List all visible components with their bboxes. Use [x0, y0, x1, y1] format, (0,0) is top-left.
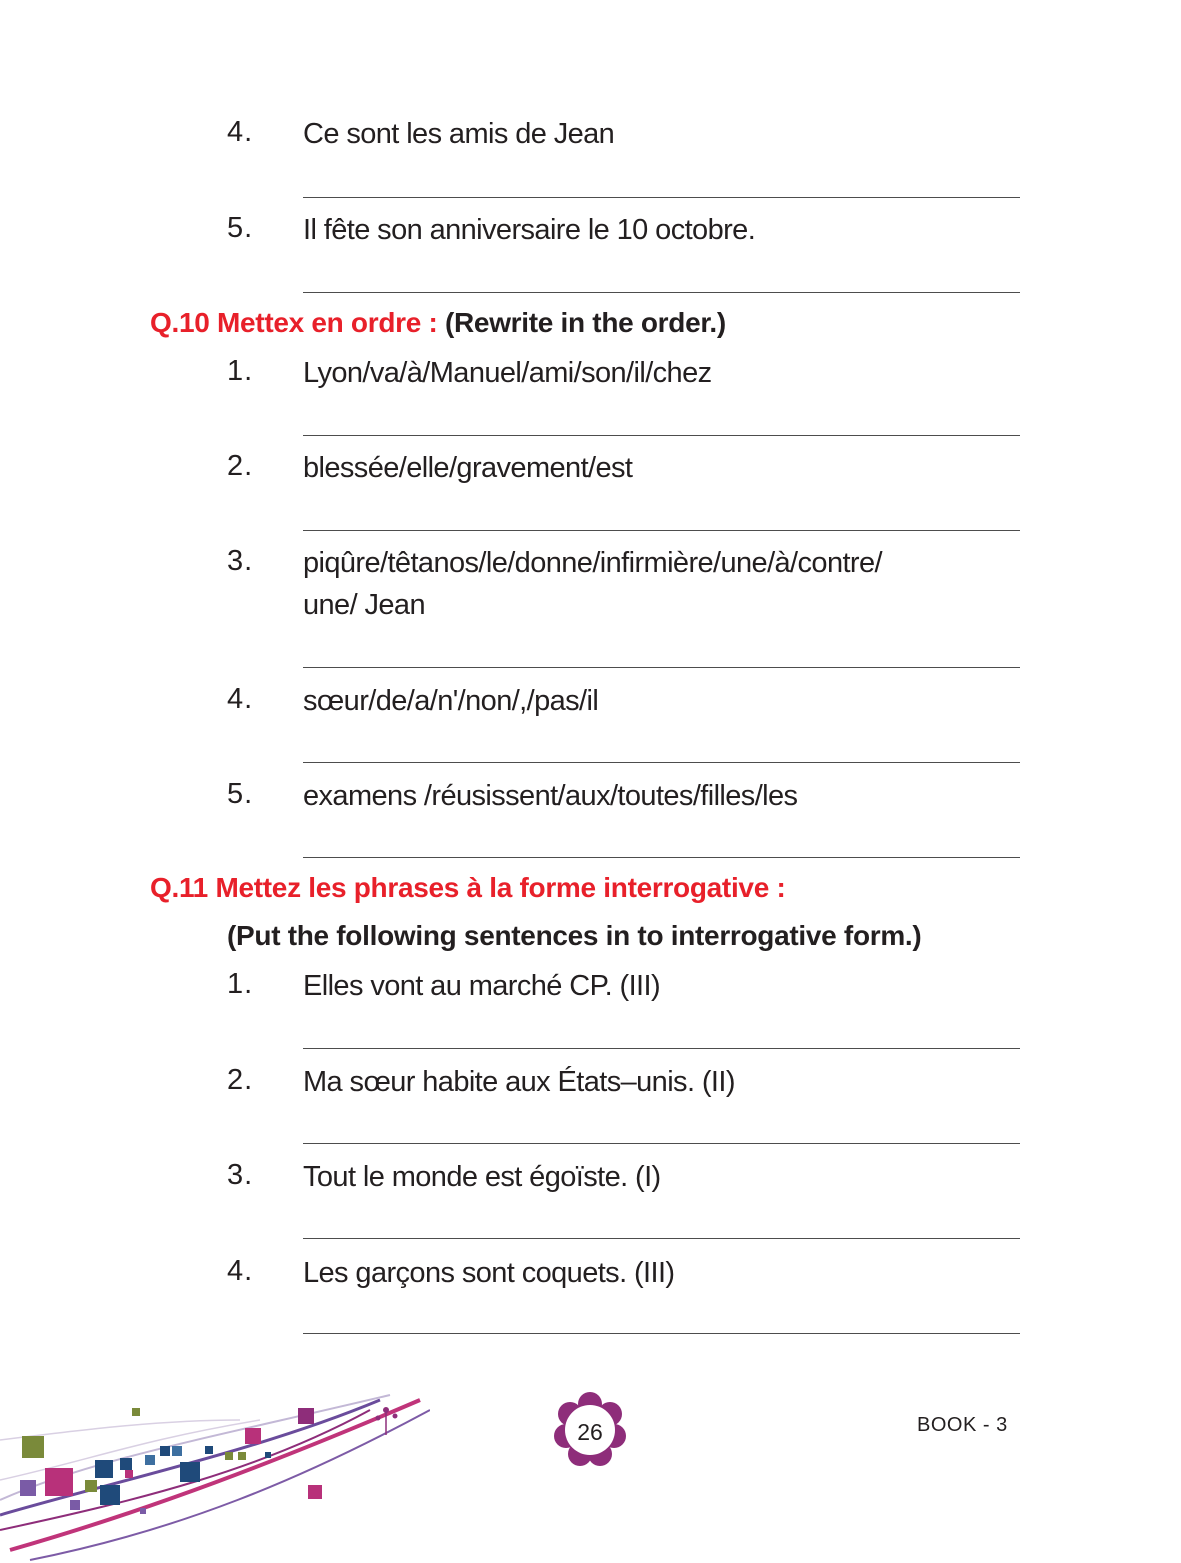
answer-line [303, 762, 1020, 763]
item-text-continued: une/ Jean [303, 589, 425, 621]
item-number: 1. [227, 968, 254, 1000]
item-number: 2. [227, 450, 254, 482]
question-label: Q.10 [150, 307, 210, 338]
item-text: Les garçons sont coquets. (III) [303, 1257, 675, 1289]
page-number: 26 [577, 1419, 603, 1445]
answer-line [303, 1333, 1020, 1334]
question-title-en: (Put the following sentences in to interrogative form.) [227, 920, 922, 951]
item-text: blessée/elle/gravement/est [303, 452, 633, 484]
answer-line [303, 1143, 1020, 1144]
item-text: Elles vont au marché CP. (III) [303, 970, 661, 1002]
item-text: Tout le monde est égoïste. (I) [303, 1161, 661, 1193]
question-title-fr: Mettex en ordre : [217, 307, 438, 338]
item-text: Ce sont les amis de Jean [303, 118, 615, 150]
answer-line [303, 1048, 1020, 1049]
question-heading-q11 [150, 872, 785, 904]
item-text: examens /réusissent/aux/toutes/filles/les [303, 780, 798, 812]
item-number: 4. [227, 1255, 254, 1287]
question-label: Q.11 [150, 872, 208, 903]
item-text: Il fête son anniversaire le 10 octobre. [303, 214, 756, 246]
item-text: sœur/de/a/n'/non/,/pas/il [303, 685, 599, 717]
book-label: BOOK - 3 [917, 1414, 1008, 1436]
item-text: Ma sœur habite aux États–unis. (II) [303, 1066, 735, 1098]
answer-line [303, 857, 1020, 858]
question-title-fr: Mettez les phrases à la forme interrogative : [215, 872, 786, 903]
answer-line [303, 667, 1020, 668]
answer-line [303, 435, 1020, 436]
answer-line [303, 292, 1020, 293]
item-text: piqûre/têtanos/le/donne/infirmière/une/à/contre/ [303, 547, 882, 579]
question-title-en: (Rewrite in the order.) [444, 307, 726, 338]
item-number: 4. [227, 116, 254, 148]
item-number: 2. [227, 1064, 254, 1096]
answer-line [303, 530, 1020, 531]
answer-line [303, 1238, 1020, 1239]
question-heading-q10 [150, 307, 726, 339]
answer-line [303, 197, 1020, 198]
item-number: 5. [227, 778, 254, 810]
item-number: 3. [227, 1159, 254, 1191]
decorative-swoosh-art [0, 1380, 430, 1563]
item-text: Lyon/va/à/Manuel/ami/son/il/chez [303, 357, 712, 389]
item-number: 1. [227, 355, 254, 387]
item-number: 5. [227, 212, 254, 244]
item-number: 3. [227, 545, 254, 577]
item-number: 4. [227, 683, 254, 715]
